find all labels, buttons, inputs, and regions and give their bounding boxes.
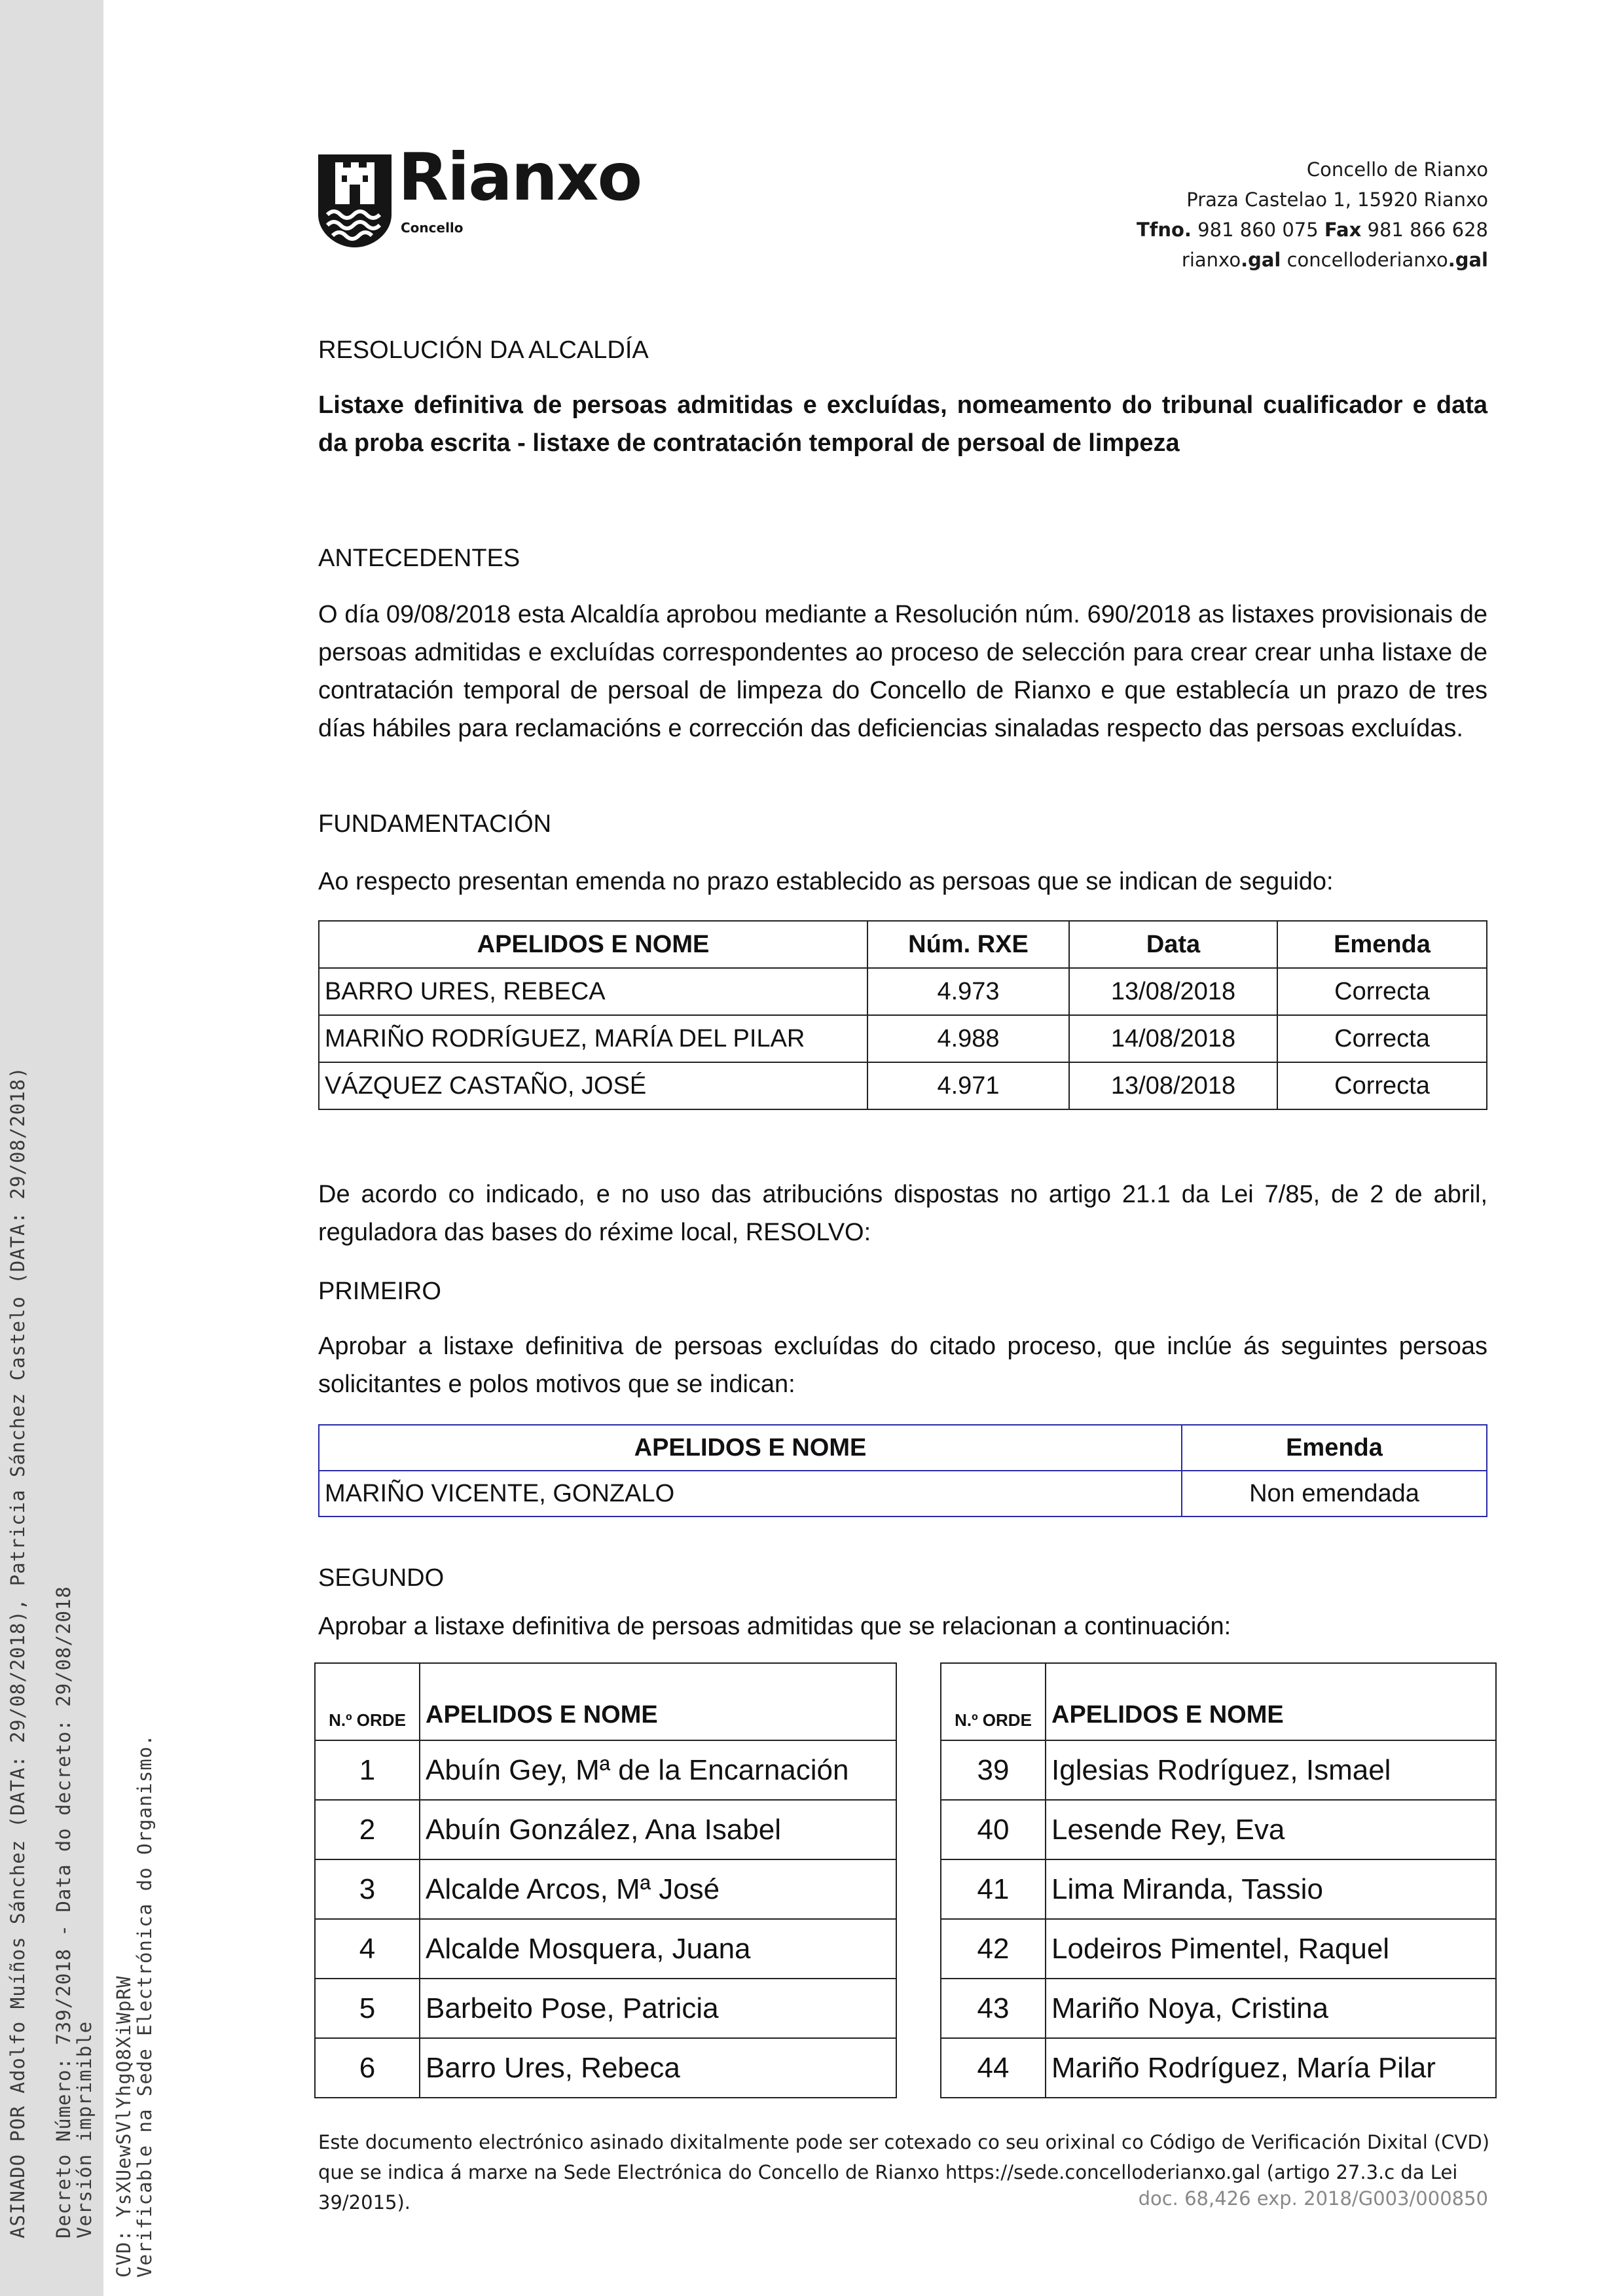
table-row	[315, 1919, 896, 1979]
excluidas-table	[318, 1424, 1487, 1517]
table-cell: 4.988	[867, 1015, 1069, 1062]
order-number: 3	[315, 1859, 420, 1919]
applicant-name: Abuín González, Ana Isabel	[420, 1800, 896, 1859]
table-cell: 4.973	[867, 968, 1069, 1015]
table-row	[941, 1859, 1496, 1919]
applicant-name: Lesende Rey, Eva	[1046, 1800, 1496, 1859]
table-header: N.º ORDE	[941, 1663, 1046, 1740]
order-number: 44	[941, 2038, 1046, 2098]
logo-subtitle: Concello	[401, 220, 464, 236]
table-row	[941, 1740, 1496, 1800]
segundo-text: Aprobar a listaxe definitiva de persoas admitidas que se relacionan a continuación:	[318, 1613, 1231, 1640]
table-header: Emenda	[1182, 1425, 1487, 1471]
document-title: Listaxe definitiva de persoas admitidas e excluídas, nomeamento do tribunal cualificador e data da proba escrita - listaxe de contratación temporal de persoal de limpeza	[318, 391, 1487, 457]
address-web: rianxo.gal concelloderianxo.gal	[1181, 249, 1488, 271]
table-header: N.º ORDE	[315, 1663, 420, 1740]
table-cell: Correcta	[1277, 968, 1487, 1015]
applicant-name: Mariño Noya, Cristina	[1046, 1979, 1496, 2038]
table-cell: BARRO URES, REBECA	[319, 968, 867, 1015]
table-cell: Correcta	[1277, 1015, 1487, 1062]
table-cell: Correcta	[1277, 1062, 1487, 1109]
table-cell: 4.971	[867, 1062, 1069, 1109]
council-address	[1137, 154, 1488, 275]
table-cell: 13/08/2018	[1069, 968, 1277, 1015]
order-number: 4	[315, 1919, 420, 1979]
table-cell: 14/08/2018	[1069, 1015, 1277, 1062]
order-number: 39	[941, 1740, 1046, 1800]
applicant-name: Mariño Rodríguez, María Pilar	[1046, 2038, 1496, 2098]
table-row	[941, 1800, 1496, 1859]
fundamentacion-text: Ao respecto presentan emenda no prazo establecido as persoas que se indican de seguido:	[318, 868, 1334, 895]
resolution-heading: RESOLUCIÓN DA ALCALDÍA	[318, 336, 649, 364]
table-row	[315, 1740, 896, 1800]
applicant-name: Iglesias Rodríguez, Ismael	[1046, 1740, 1496, 1800]
table-header-row	[319, 921, 1487, 968]
antecedentes-label: ANTECEDENTES	[318, 545, 520, 572]
order-number: 40	[941, 1800, 1046, 1859]
order-number: 6	[315, 2038, 420, 2098]
order-number: 1	[315, 1740, 420, 1800]
table-header-row	[319, 1425, 1487, 1471]
applicant-name: Alcalde Mosquera, Juana	[420, 1919, 896, 1979]
table-row	[315, 2038, 896, 2098]
rianxo-logo-icon	[318, 154, 392, 251]
table-cell: MARIÑO RODRÍGUEZ, MARÍA DEL PILAR	[319, 1015, 867, 1062]
table-header-row	[315, 1663, 896, 1740]
table-header: Data	[1069, 921, 1277, 968]
applicant-name: Alcalde Arcos, Mª José	[420, 1859, 896, 1919]
table-cell: Non emendada	[1182, 1471, 1487, 1516]
signature-text: ASINADO POR Adolfo Muíños Sánchez (DATA: 29/08/2018), Patricia Sánchez Castelo (DATA: 29/08/2018)	[7, 1066, 29, 2238]
printable-version-text: Versión imprimible	[73, 2020, 96, 2238]
admitidas-table-left	[314, 1662, 897, 2098]
applicant-name: Abuín Gey, Mª de la Encarnación	[420, 1740, 896, 1800]
admitidas-table-right	[940, 1662, 1497, 2098]
table-row	[315, 1800, 896, 1859]
order-number: 43	[941, 1979, 1046, 2038]
verification-footer: Este documento electrónico asinado dixitalmente pode ser cotexado co seu orixinal co Código de Verificación Dixital (CVD) que se indica á marxe na Sede Electrónica do Concello de Rianxo https://sede.concelloderianxo.gal (artigo 27.3.c da Lei 39/2015).	[318, 2131, 1490, 2214]
applicant-name: Barbeito Pose, Patricia	[420, 1979, 896, 2038]
table-row	[319, 1471, 1487, 1516]
primeiro-text: Aprobar a listaxe definitiva de persoas excluídas do citado proceso, que inclúe ás seguintes persoas solicitantes e polos motivos que se indican:	[318, 1333, 1487, 1398]
table-row	[941, 1919, 1496, 1979]
document-reference: doc. 68,426 exp. 2018/G003/000850	[1138, 2187, 1488, 2210]
emendas-table	[318, 920, 1487, 1110]
table-row	[319, 968, 1487, 1015]
table-row	[315, 1979, 896, 2038]
decree-number-text: Decreto Número: 739/2018 - Data do decreto: 29/08/2018	[52, 1586, 75, 2238]
table-header: APELIDOS E NOME	[319, 1425, 1182, 1471]
applicant-name: Barro Ures, Rebeca	[420, 2038, 896, 2098]
table-row	[319, 1015, 1487, 1062]
verification-note-text: Verificable na Sede Electrónica do Organismo.	[134, 1734, 156, 2278]
address-line-2: Praza Castelao 1, 15920 Rianxo	[1186, 188, 1488, 211]
fundamentacion-label: FUNDAMENTACIÓN	[318, 810, 552, 838]
address-phone-fax: Tfno. 981 860 075 Fax 981 866 628	[1136, 219, 1488, 241]
cvd-code-text: CVD: YsXUewSVlYhgQ8XiWpRW	[113, 1975, 135, 2278]
segundo-label: SEGUNDO	[318, 1564, 445, 1592]
table-header: APELIDOS E NOME	[420, 1663, 896, 1740]
order-number: 2	[315, 1800, 420, 1859]
table-row	[941, 1979, 1496, 2038]
table-header: Núm. RXE	[867, 921, 1069, 968]
order-number: 42	[941, 1919, 1046, 1979]
table-cell: VÁZQUEZ CASTAÑO, JOSÉ	[319, 1062, 867, 1109]
table-row	[941, 2038, 1496, 2098]
table-header: APELIDOS E NOME	[319, 921, 867, 968]
order-number: 41	[941, 1859, 1046, 1919]
table-header: Emenda	[1277, 921, 1487, 968]
table-row	[315, 1859, 896, 1919]
table-row	[319, 1062, 1487, 1109]
antecedentes-text: O día 09/08/2018 esta Alcaldía aprobou mediante a Resolución núm. 690/2018 as listaxes provisionais de persoas admitidas e excluídas correspondentes ao proceso de selección para crear crear unha listaxe de contratación temporal de persoal de limpeza do Concello de Rianxo e que establecía un prazo de tres días hábiles para reclamacións e corrección das deficiencias sinaladas respecto das persoas excluídas.	[318, 601, 1487, 742]
applicant-name: Lima Miranda, Tassio	[1046, 1859, 1496, 1919]
table-header: APELIDOS E NOME	[1046, 1663, 1496, 1740]
table-cell: 13/08/2018	[1069, 1062, 1277, 1109]
table-header-row	[941, 1663, 1496, 1740]
applicant-name: Lodeiros Pimentel, Raquel	[1046, 1919, 1496, 1979]
table-cell: MARIÑO VICENTE, GONZALO	[319, 1471, 1182, 1516]
address-line-1: Concello de Rianxo	[1306, 158, 1488, 181]
logo-wordmark: Rianxo	[398, 139, 642, 215]
primeiro-label: PRIMEIRO	[318, 1278, 441, 1305]
order-number: 5	[315, 1979, 420, 2038]
resolvo-text: De acordo co indicado, e no uso das atribucións dispostas no artigo 21.1 da Lei 7/85, de 2 de abril, reguladora das bases do réxime local, RESOLVO:	[318, 1181, 1487, 1246]
